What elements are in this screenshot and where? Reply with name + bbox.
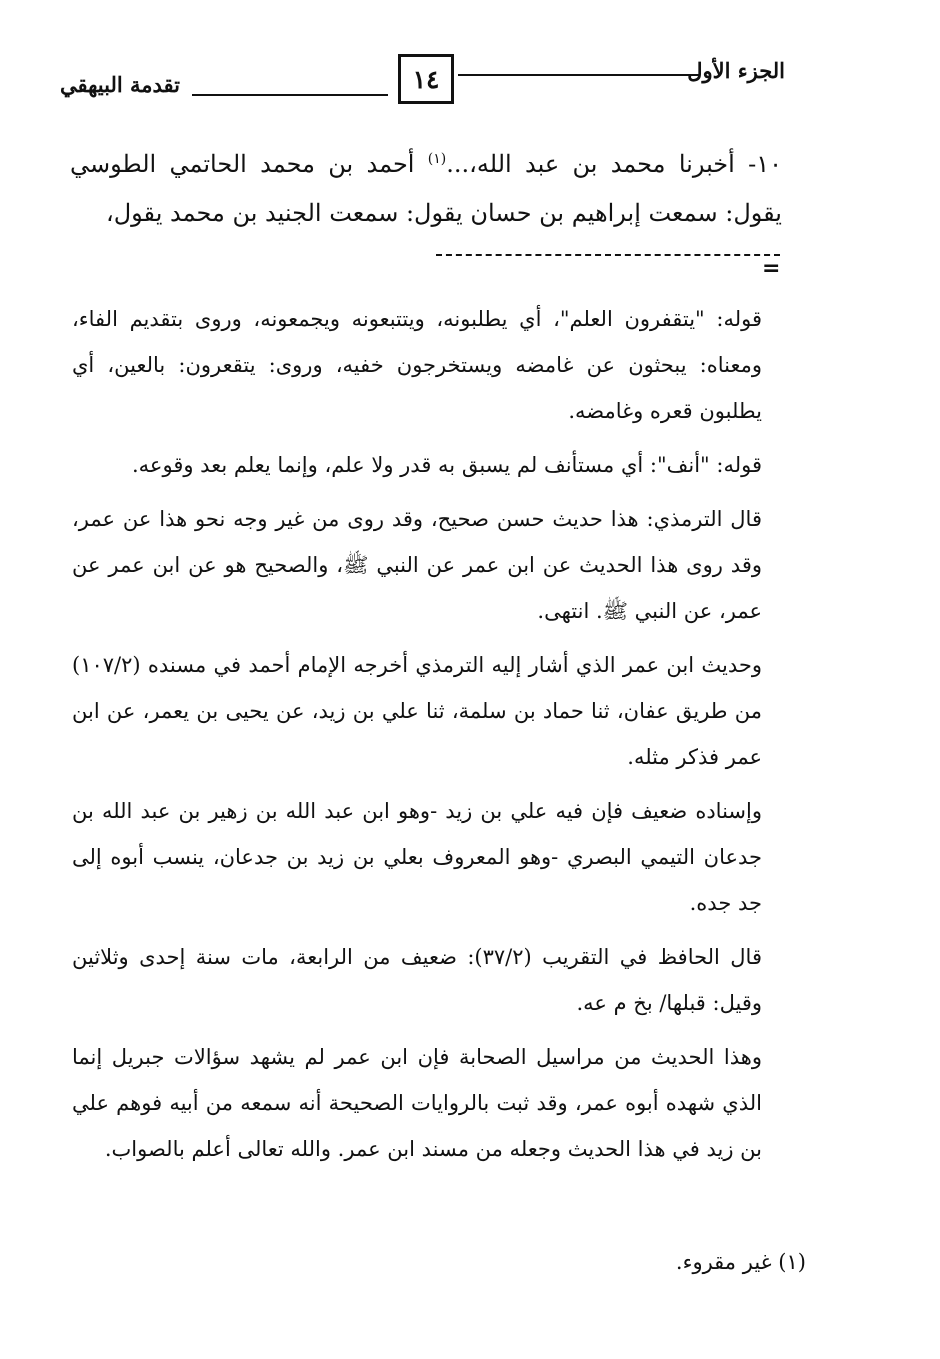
section-divider [436,254,780,256]
commentary-paragraph: قال الترمذي: هذا حديث حسن صحيح، وقد روى من غير وجه نحو هذا عن عمر، وقد روى هذا الحديث عن ابن عمر عن النبي ﷺ، والصحيح هو عن ابن عمر عن عمر، عن النبي ﷺ. انتهى. [72,507,762,623]
hadith-entry [70,140,782,238]
commentary-paragraph: قوله: "أنف": أي مستأنف لم يسبق به قدر ولا علم، وإنما يعلم بعد وقوعه. [132,453,762,477]
commentary-paragraph: قوله: "يتقفرون العلم"، أي يطلبونه، ويتتبعونه ويجمعونه، وروى بتقديم الفاء، ومعناه: يبحثون عن غامضه ويستخرجون خفيه، وروى: يتقعرون: بالعين، أي يطلبون قعره وغامضه. [72,307,762,423]
commentary-paragraph: وحديث ابن عمر الذي أشار إليه الترمذي أخرجه الإمام أحمد في مسنده (١٠٧/٢) من طريق عفان، ثنا حماد بن سلمة، ثنا علي بن زيد، عن يحيى بن يعمر، عن ابن عمر فذكر مثله. [72,653,762,769]
commentary-paragraph: قال الحافظ في التقريب (٣٧/٢): ضعيف من الرابعة، مات سنة إحدى وثلاثين وقيل: قبلها/ بخ م عه. [72,945,762,1015]
running-head-title: تقدمة البيهقي [60,72,181,97]
header-rule-left [192,94,388,96]
commentary [72,296,762,1180]
main-text [70,140,782,238]
page-number: ١٤ [412,64,440,94]
entry-text-continued: أحمد بن محمد الحاتمي الطوسي يقول: سمعت إبراهيم بن حسان يقول: سمعت الجنيد بن محمد يقول، [70,150,782,227]
footnote-marker: (١) [427,151,447,167]
header-rule-right [458,74,700,76]
entry-text: ١٠- أخبرنا محمد بن عبد الله،... [446,150,783,178]
page-number-box [398,54,454,104]
commentary-paragraph: وهذا الحديث من مراسيل الصحابة فإن ابن عمر لم يشهد سؤالات جبريل إنما الذي شهده أبوه عمر، وقد ثبت بالروايات الصحيحة أنه سمعه من أبيه فوهم علي بن زيد في هذا الحديث وجعله من مسند ابن عمر. والله تعالى أعلم بالصواب. [72,1045,762,1161]
commentary-paragraph: وإسناده ضعيف فإن فيه علي بن زيد -وهو ابن عبد الله بن زهير بن عبد الله بن جدعان التيمي البصري -وهو المعروف بعلي بن زيد بن جدعان، ينسب أبوه إلى جد جده. [72,799,762,915]
running-head-volume: الجزء الأول [687,58,785,83]
page-header [60,52,785,112]
continuation-mark: = [762,256,781,281]
footnote: (١) غير مقروء. [675,1250,806,1274]
